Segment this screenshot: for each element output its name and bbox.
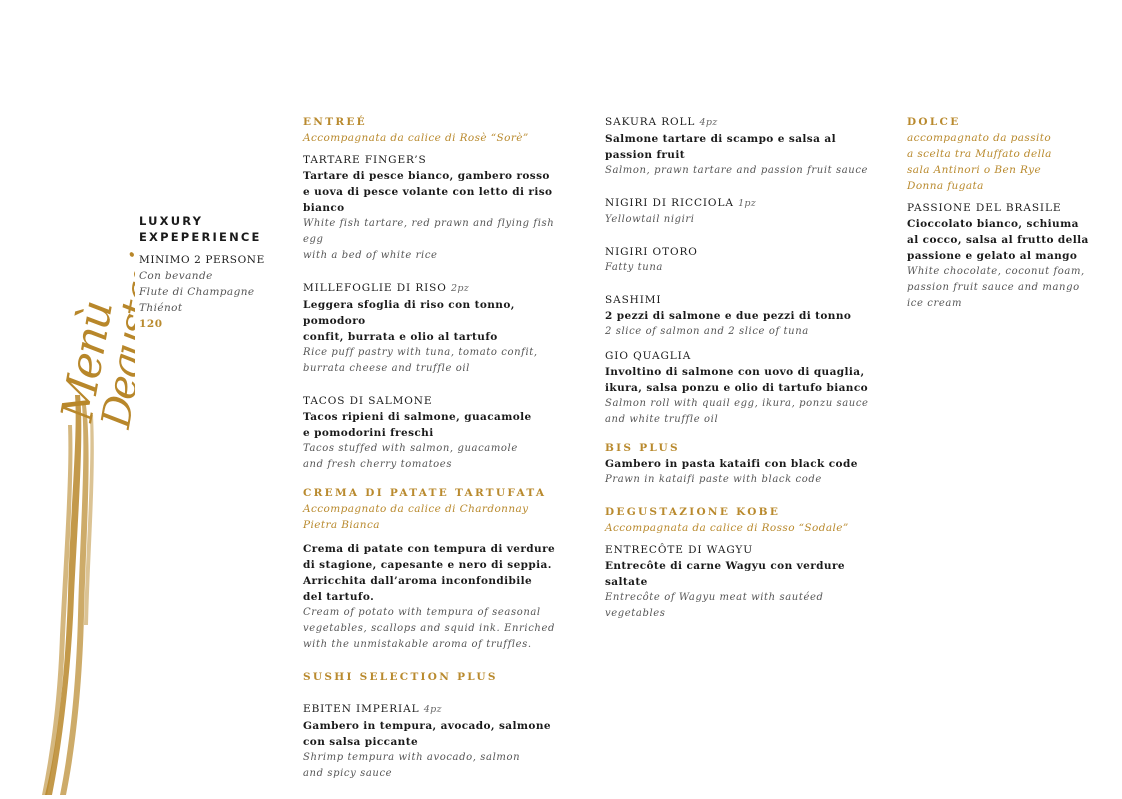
dish-desc: e uova di pesce volante con letto di riso bianco bbox=[303, 186, 553, 214]
section-subtitle-entree: Accompagnata da calice di Rosè “Sorè” bbox=[303, 132, 529, 144]
dish-ebiten bbox=[303, 701, 573, 782]
intro-title-2: EXPEPERIENCE bbox=[139, 230, 262, 244]
intro-block bbox=[139, 213, 289, 332]
dish-tacos bbox=[303, 393, 573, 473]
dish-qty: 1pz bbox=[738, 198, 757, 209]
section-subtitle-dolce: Donna fugata bbox=[907, 180, 984, 192]
intro-price: 120 bbox=[139, 318, 163, 330]
dish-nigiri-otoro bbox=[605, 244, 885, 276]
dish-nigiri-ricciola bbox=[605, 195, 885, 228]
menu-column-1 bbox=[303, 114, 573, 798]
dish-desc: Leggera sfoglia di riso con tonno, pomodoro bbox=[303, 299, 515, 327]
dish-desc-en: ice cream bbox=[907, 298, 963, 309]
dish-desc: confit, burrata e olio al tartufo bbox=[303, 331, 498, 343]
dish-desc: Arricchita dall’aroma inconfondibile bbox=[303, 575, 533, 587]
dish-desc-en: Entrecôte of Wagyu meat with sautéed vegetables bbox=[605, 592, 824, 619]
dish-desc-en: Salmon roll with quail egg, ikura, ponzu sauce bbox=[605, 398, 869, 409]
dish-name: NIGIRI DI RICCIOLA bbox=[605, 197, 734, 209]
dish-name: GIO QUAGLIA bbox=[605, 350, 692, 362]
dish-sakura bbox=[605, 114, 885, 179]
dish-qty: 4pz bbox=[699, 117, 718, 128]
section-title-crema: CREMA DI PATATE TARTUFATA bbox=[303, 487, 547, 499]
dish-desc-en: and spicy sauce bbox=[303, 768, 393, 779]
dish-entrecote bbox=[605, 542, 885, 622]
dish-passione bbox=[907, 200, 1107, 312]
dish-sashimi bbox=[605, 292, 885, 340]
dish-desc: Cioccolato bianco, schiuma bbox=[907, 218, 1079, 230]
menu-column-3 bbox=[907, 114, 1107, 328]
dish-desc: Gambero in tempura, avocado, salmone bbox=[303, 720, 551, 732]
dish-desc: al cocco, salsa al frutto della bbox=[907, 234, 1089, 246]
section-title-kobe: DEGUSTAZIONE KOBE bbox=[605, 506, 781, 518]
section-title-sushi: SUSHI SELECTION PLUS bbox=[303, 671, 498, 683]
intro-title-1: LUXURY bbox=[139, 214, 204, 228]
section-subtitle-crema: Accompagnato da calice di Chardonnay bbox=[303, 503, 529, 515]
dish-gio-quaglia bbox=[605, 348, 885, 428]
intro-con-bevande: Con bevande bbox=[139, 270, 213, 282]
dish-desc-en: 2 slice of salmon and 2 slice of tuna bbox=[605, 326, 809, 337]
dish-desc-en: Rice puff pastry with tuna, tomato confit, bbox=[303, 347, 538, 358]
dish-name: SASHIMI bbox=[605, 294, 662, 306]
dish-name: ENTRECÔTE DI WAGYU bbox=[605, 544, 754, 556]
dish-tartare bbox=[303, 152, 573, 264]
dish-desc: Gambero in pasta kataifi con black code bbox=[605, 458, 858, 470]
dish-desc-en: Yellowtail nigiri bbox=[605, 214, 695, 225]
dish-desc: passione e gelato al mango bbox=[907, 250, 1078, 262]
dish-name: PASSIONE DEL BRASILE bbox=[907, 202, 1062, 214]
intro-flute: Flute di Champagne Thiénot bbox=[139, 286, 255, 314]
dish-name: NIGIRI OTORO bbox=[605, 246, 698, 258]
dish-desc: Entrecôte di carne Wagyu con verdure saltate bbox=[605, 560, 845, 588]
dish-desc-en: Shrimp tempura with avocado, salmon bbox=[303, 752, 521, 763]
dish-name: MILLEFOGLIE DI RISO bbox=[303, 282, 447, 294]
dish-desc: Tacos ripieni di salmone, guacamole bbox=[303, 411, 532, 423]
dish-bis-plus bbox=[605, 440, 885, 488]
dish-desc: Crema di patate con tempura di verdure bbox=[303, 543, 556, 555]
dish-desc-en: Cream of potato with tempura of seasonal bbox=[303, 607, 541, 618]
menu-degustazione-logo bbox=[20, 95, 135, 795]
menu-column-2 bbox=[605, 114, 885, 638]
dish-desc: Salmone tartare di scampo e salsa al passion fruit bbox=[605, 133, 836, 161]
dish-desc: di stagione, capesante e nero di seppia. bbox=[303, 559, 552, 571]
dish-desc-en: and white truffle oil bbox=[605, 414, 719, 425]
dish-desc-en: with a bed of white rice bbox=[303, 250, 438, 261]
intro-minimo: MINIMO 2 PERSONE bbox=[139, 254, 265, 266]
dish-millefoglie bbox=[303, 280, 573, 377]
dish-name: TACOS DI SALMONE bbox=[303, 395, 433, 407]
dish-desc-en: burrata cheese and truffle oil bbox=[303, 363, 470, 374]
section-subtitle-dolce: a scelta tra Muffato della bbox=[907, 148, 1052, 160]
dish-desc-en: White chocolate, coconut foam, bbox=[907, 266, 1085, 277]
dish-desc-en: Tacos stuffed with salmon, guacamole bbox=[303, 443, 518, 454]
dish-qty: 2pz bbox=[451, 283, 470, 294]
section-title-bis: BIS PLUS bbox=[605, 442, 680, 454]
dish-desc: del tartufo. bbox=[303, 591, 375, 603]
dish-crema bbox=[303, 541, 573, 653]
dish-desc-en: Prawn in kataifi paste with black code bbox=[605, 474, 822, 485]
dish-desc-en: Fatty tuna bbox=[605, 262, 663, 273]
section-subtitle-dolce: sala Antinori o Ben Rye bbox=[907, 164, 1042, 176]
section-subtitle-crema: Pietra Bianca bbox=[303, 519, 380, 531]
section-subtitle-kobe: Accompagnata da calice di Rosso “Sodale” bbox=[605, 522, 849, 534]
dish-desc: e pomodorini freschi bbox=[303, 427, 434, 439]
dish-desc: 2 pezzi di salmone e due pezzi di tonno bbox=[605, 310, 852, 322]
dish-desc-en: Salmon, prawn tartare and passion fruit sauce bbox=[605, 165, 869, 176]
dish-desc-en: and fresh cherry tomatoes bbox=[303, 459, 453, 470]
svg-text:Menù: Menù bbox=[51, 298, 123, 426]
dish-desc-en: with the unmistakable aroma of truffles. bbox=[303, 639, 532, 650]
dish-desc: con salsa piccante bbox=[303, 736, 419, 748]
dish-desc-en: vegetables, scallops and squid ink. Enriched bbox=[303, 623, 555, 634]
svg-text:Degustazione: Degustazione bbox=[93, 188, 135, 432]
dish-desc: ikura, salsa ponzu e olio di tartufo bianco bbox=[605, 382, 869, 394]
dish-desc-en: passion fruit sauce and mango bbox=[907, 282, 1080, 293]
dish-name: SAKURA ROLL bbox=[605, 116, 696, 128]
dish-name: EBITEN IMPERIAL bbox=[303, 703, 420, 715]
dish-desc: Involtino di salmone con uovo di quaglia, bbox=[605, 366, 865, 378]
dish-desc: Tartare di pesce bianco, gambero rosso bbox=[303, 170, 550, 182]
section-title-entree: ENTREÉ bbox=[303, 116, 367, 128]
section-subtitle-dolce: accompagnato da passito bbox=[907, 132, 1052, 144]
dish-qty: 4pz bbox=[423, 704, 442, 715]
dish-name: TARTARE FINGER’S bbox=[303, 154, 427, 166]
dish-desc-en: White fish tartare, red prawn and flying fish egg bbox=[303, 218, 555, 245]
section-title-dolce: DOLCE bbox=[907, 116, 961, 128]
